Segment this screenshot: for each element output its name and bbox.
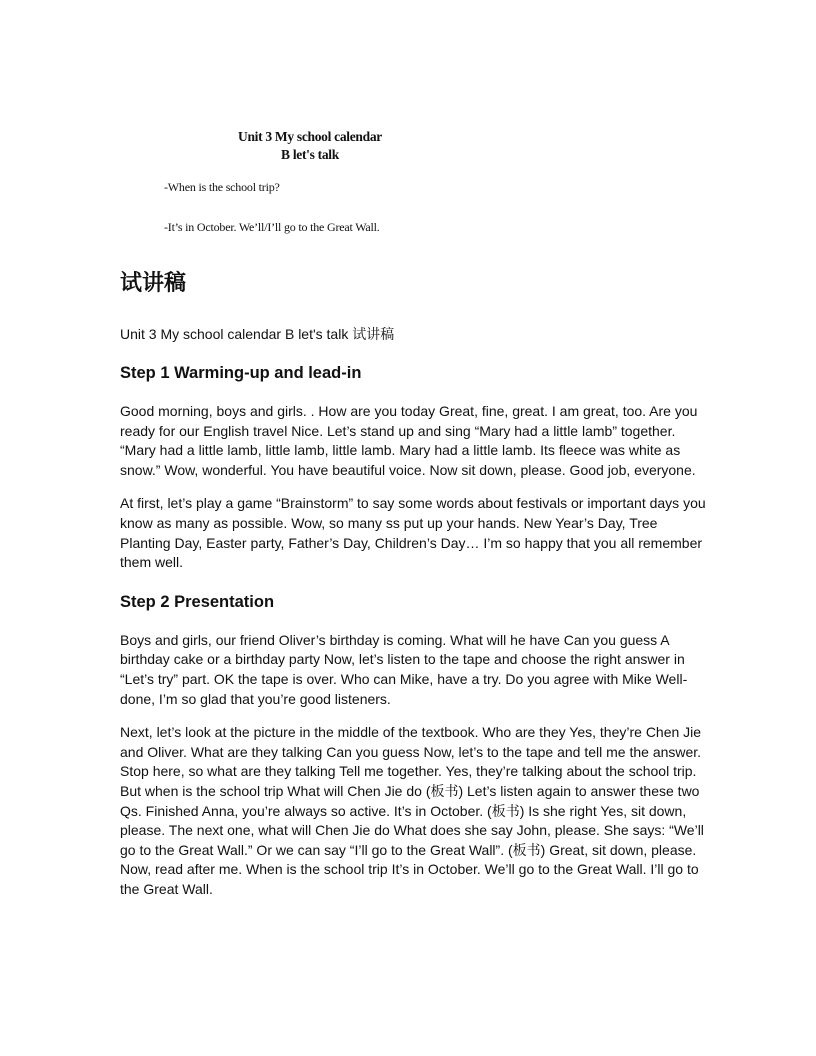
paragraph: Next, let’s look at the picture in the middle of the textbook. Who are they Yes, they’re Chen Jie and Oliver. What are they talking Can you guess Now, let’s to the tape and tell me the answer. Stop here, so what are they talking Tell me together. Yes, they’re talking about the school trip. But when is the school trip What will Chen Jie do (板书) Let’s listen again to answer these two Qs. Finished Anna, you’re always so active. It’s in October. (板书) Is she right Yes, sit down, please. The next one, what will Chen Jie do What does she say John, please. She says: “We’ll go to the Great Wall.” Or we can say “I’ll go to the Great Wall”. (板书) Great, sit down, please. Now, read after me. When is the school trip It’s in October. We’ll go to the Great Wall. I’ll go to the Great Wall. — [120, 724, 704, 897]
board-answer: -It’s in October. We’ll/I’ll go to the Great Wall. — [164, 220, 380, 234]
script-content — [120, 266, 710, 899]
paragraph: At first, let’s play a game “Brainstorm” to say some words about festivals or important days you know as many as possible. Wow, so many ss put up your hands. New Year’s Day, Tree Planting Day, Easter party, Father’s Day, Children’s Day… I’m so happy that you all remember them well. — [120, 495, 706, 571]
paragraph: Boys and girls, our friend Oliver’s birthday is coming. What will he have Can you guess A birthday cake or a birthday party Now, let’s listen to the tape and choose the right answer in “Let’s try” part. OK the tape is over. Who can Mike, have a try. Do you agree with Mike Well-done, I’m so glad that you’re good listeners. — [120, 631, 688, 707]
section-heading-step1: Step 1 Warming-up and lead-in — [120, 364, 362, 382]
page-title: 试讲稿 — [120, 271, 187, 296]
document-subtitle: Unit 3 My school calendar B let's talk 试讲稿 — [120, 326, 395, 342]
board-question: -When is the school trip? — [164, 180, 280, 194]
paragraph: Good morning, boys and girls. . How are you today Great, fine, great. I am great, too. Are you ready for our English travel Nice. Let’s stand up and sing “Mary had a little lamb” together. “Mary had a little lamb, little lamb, little lamb. Mary had a little lamb. Its fleece was white as snow.” Wow, wonderful. You have beautiful voice. Now sit down, please. Good job, everyone. — [120, 403, 698, 478]
board-title: Unit 3 My school calendar — [238, 129, 382, 144]
section-heading-step2: Step 2 Presentation — [120, 592, 275, 611]
blackboard-design — [160, 128, 460, 234]
board-subtitle: B let's talk — [281, 147, 339, 162]
